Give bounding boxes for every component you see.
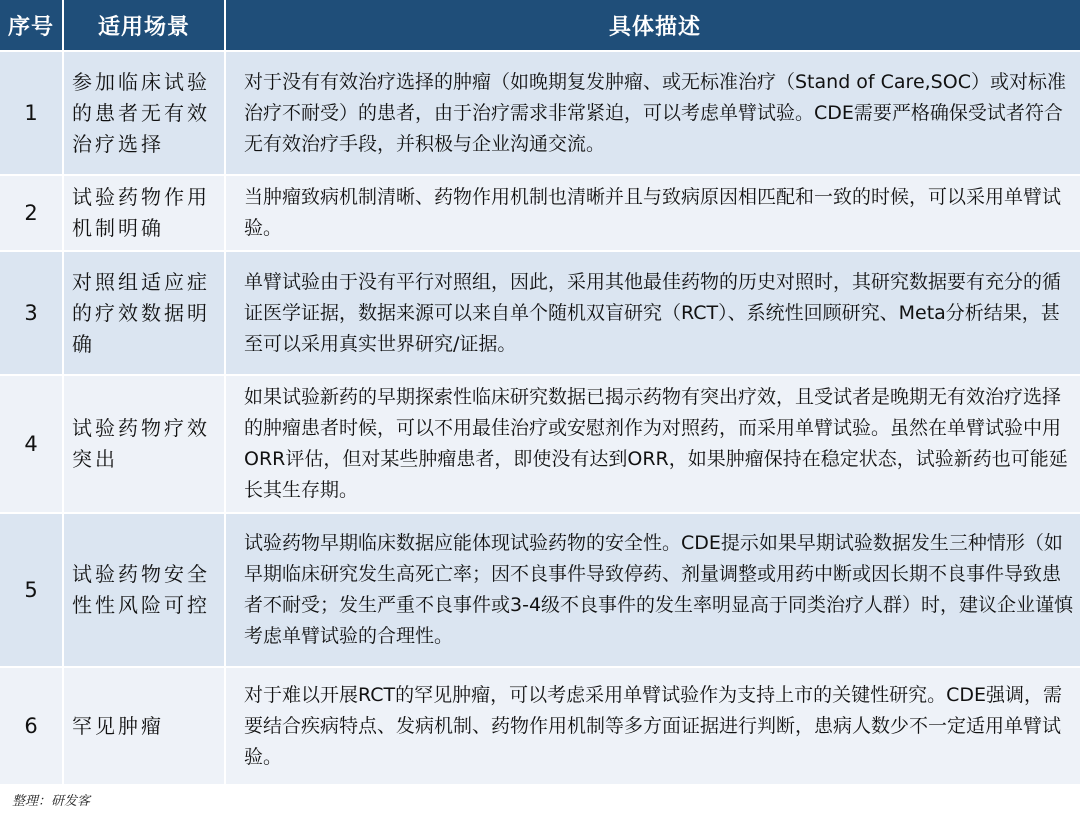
row-3-index: 3 xyxy=(0,252,62,374)
header-description: 具体描述 xyxy=(226,0,1080,50)
row-3-description: 单臂试验由于没有平行对照组，因此，采用其他最佳药物的历史对照时，其研究数据要有充分的循证医学证据，数据来源可以来自单个随机双盲研究（RCT）、系统性回顾研究、Meta分析结果，甚至可以采用真实世界研究/证据。 xyxy=(226,252,1080,374)
source-credit: 整理：研发客 xyxy=(12,794,91,809)
row-1-description: 对于没有有效治疗选择的肿瘤（如晚期复发肿瘤、或无标准治疗（Stand of Care,SOC）或对标准治疗不耐受）的患者，由于治疗需求非常紧迫，可以考虑单臂试验。CDE需要严格确保受试者符合无有效治疗手段，并积极与企业沟通交流。 xyxy=(226,52,1080,174)
row-3-scene: 对照组适应症的疗效数据明确 xyxy=(64,252,224,374)
row-6-index: 6 xyxy=(0,668,62,784)
row-5-description: 试验药物早期临床数据应能体现试验药物的安全性。CDE提示如果早期试验数据发生三种情形（如早期临床研究发生高死亡率；因不良事件导致停药、剂量调整或用药中断或因长期不良事件导致患者不耐受；发生严重不良事件或3-4级不良事件的发生率明显高于同类治疗人群）时，建议企业谨慎考虑单臂试验的合理性。 xyxy=(226,514,1080,666)
row-6-description: 对于难以开展RCT的罕见肿瘤，可以考虑采用单臂试验作为支持上市的关键性研究。CDE强调，需要结合疾病特点、发病机制、药物作用机制等多方面证据进行判断，患病人数少不一定适用单臂试验。 xyxy=(226,668,1080,784)
row-1-index: 1 xyxy=(0,52,62,174)
row-1-scene: 参加临床试验的患者无有效治疗选择 xyxy=(64,52,224,174)
row-2-scene: 试验药物作用机制明确 xyxy=(64,176,224,250)
row-4-description: 如果试验新药的早期探索性临床研究数据已揭示药物有突出疗效，且受试者是晚期无有效治疗选择的肿瘤患者时候，可以不用最佳治疗或安慰剂作为对照药，而采用单臂试验。虽然在单臂试验中用ORR评估，但对某些肿瘤患者，即使没有达到ORR，如果肿瘤保持在稳定状态，试验新药也可能延长其生存期。 xyxy=(226,376,1080,512)
row-2-index: 2 xyxy=(0,176,62,250)
header-scene: 适用场景 xyxy=(64,0,224,50)
row-4-index: 4 xyxy=(0,376,62,512)
row-5-index: 5 xyxy=(0,514,62,666)
header-index: 序号 xyxy=(0,0,62,50)
row-6-scene: 罕见肿瘤 xyxy=(64,668,224,784)
row-5-scene: 试验药物安全性性风险可控 xyxy=(64,514,224,666)
row-4-scene: 试验药物疗效突出 xyxy=(64,376,224,512)
row-2-description: 当肿瘤致病机制清晰、药物作用机制也清晰并且与致病原因相匹配和一致的时候，可以采用单臂试验。 xyxy=(226,176,1080,250)
